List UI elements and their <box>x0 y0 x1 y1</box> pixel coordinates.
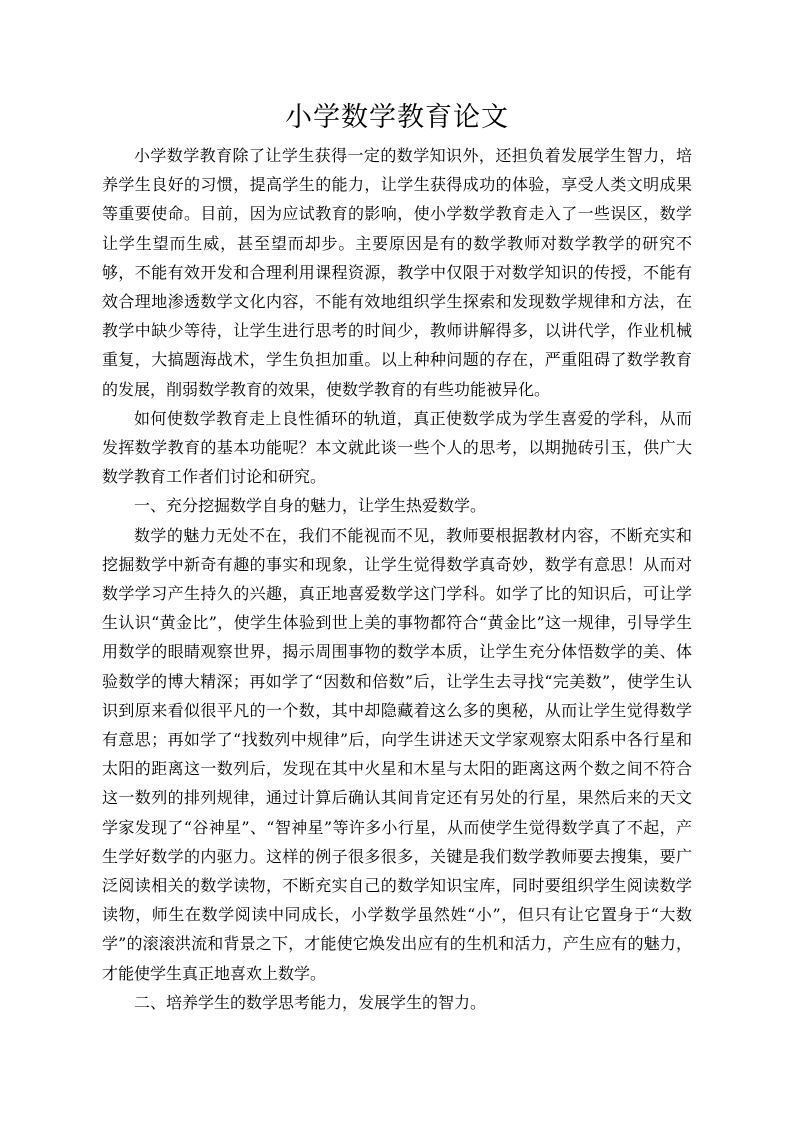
section-heading-1: 一、充分挖掘数学自身的魅力，让学生热爱数学。 <box>134 496 487 516</box>
document-body <box>102 141 692 1017</box>
paragraph-question: 如何使数学教育走上良性循环的轨道，真正使数学成为学生喜爱的学科，从而发挥数学教育的基本功能呢？本文就此谈一些个人的思考，以期抛砖引玉，供广大数学教育工作者们讨论和研究。 <box>102 408 692 487</box>
document-title: 小学数学教育论文 <box>285 102 509 133</box>
paragraph-intro: 小学数学教育除了让学生获得一定的数学知识外，还担负着发展学生智力，培养学生良好的习惯，提高学生的能力，让学生获得成功的体验，享受人类文明成果等重要使命。目前，因为应试教育的影响，使小学数学教育走入了一些误区，数学让学生望而生威，甚至望而却步。主要原因是有的数学教师对数学教学的研究不够，不能有效开发和合理利用课程资源，教学中仅限于对数学知识的传授，不能有效合理地渗透数学文化内容，不能有效地组织学生探索和发现数学规律和方法，在教学中缺少等待，让学生进行思考的时间少，教师讲解得多，以讲代学，作业机械重复，大搞题海战术，学生负担加重。以上种种问题的存在，严重阻碍了数学教育的发展，削弱数学教育的效果，使数学教育的有些功能被异化。 <box>102 146 692 399</box>
paragraph-section-1: 数学的魅力无处不在，我们不能视而不见，教师要根据教材内容，不断充实和挖掘数学中新奇有趣的事实和现象，让学生觉得数学真奇妙，数学有意思！从而对数学学习产生持久的兴趣，真正地喜爱数学这门学科。如学了比的知识后，可让学生认识“黄金比”，使学生体验到世上美的事物都符合“黄金比”这一规律，引导学生用数学的眼睛观察世界，揭示周围事物的数学本质，让学生充分体悟数学的美、体验数学的博大精深；再如学了“因数和倍数”后，让学生去寻找“完美数”，使学生认识到原来看似很平凡的一个数，其中却隐藏着这么多的奥秘，从而让学生觉得数学有意思；再如学了“找数列中规律”后，向学生讲述天文学家观察太阳系中各行星和太阳的距离这一数列后，发现在其中火星和木星与太阳的距离这两个数之间不符合这一数列的排列规律，通过计算后确认其间肯定还有另处的行星，果然后来的天文学家发现了“谷神星”、“智神星”等许多小行星，从而使学生觉得数学真了不起，产生学好数学的内驱力。这样的例子很多很多，关键是我们数学教师要去搜集，要广泛阅读相关的数学读物，不断充实自己的数学知识宝库，同时要组织学生阅读数学读物，师生在数学阅读中同成长，小学数学虽然姓“小”，但只有让它置身于“大数学”的滚滚洪流和背景之下，才能使它焕发出应有的生机和活力，产生应有的魅力，才能使学生真正地喜欢上数学。 <box>102 525 692 983</box>
section-heading-2: 二、培养学生的数学思考能力，发展学生的智力。 <box>134 992 487 1012</box>
